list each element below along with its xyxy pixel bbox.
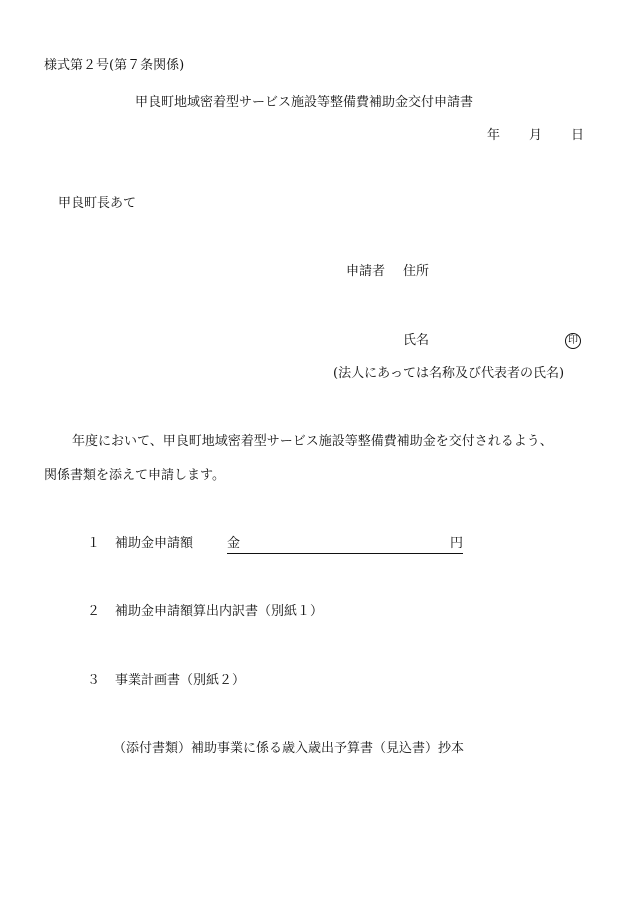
seal-mark: 印 [565, 333, 581, 349]
address-label: 住所 [403, 264, 430, 279]
date-month: 月 [529, 128, 543, 143]
form-number: 様式第２号(第７条関係) [44, 58, 185, 73]
date-day: 日 [571, 128, 585, 143]
body-line-1: 年度において、甲良町地域密着型サービス施設等整備費補助金を交付されるよう、 [72, 434, 553, 449]
date-year: 年 [487, 128, 501, 143]
name-label: 氏名 [403, 333, 430, 348]
amount-underline [227, 553, 463, 554]
body-line-2: 関係書類を添えて申請します。 [44, 468, 225, 483]
item-label: 補助金申請額算出内訳書（別紙１） [115, 604, 324, 619]
corporate-note: (法人にあっては名称及び代表者の氏名) [333, 366, 565, 381]
item-number: ３ [87, 673, 101, 688]
item-number: ２ [87, 604, 101, 619]
amount-prefix: 金 [227, 536, 241, 551]
item-number: １ [87, 536, 101, 551]
document-title: 甲良町地域密着型サービス施設等整備費補助金交付申請書 [135, 95, 474, 110]
attachments-note: （添付書類）補助事業に係る歳入歳出予算書（見込書）抄本 [113, 741, 465, 756]
item-label: 補助金申請額 [115, 536, 194, 551]
applicant-label: 申請者 [346, 264, 386, 279]
item-label: 事業計画書（別紙２） [115, 673, 246, 688]
amount-suffix: 円 [450, 536, 464, 551]
addressee: 甲良町長あて [58, 196, 137, 211]
